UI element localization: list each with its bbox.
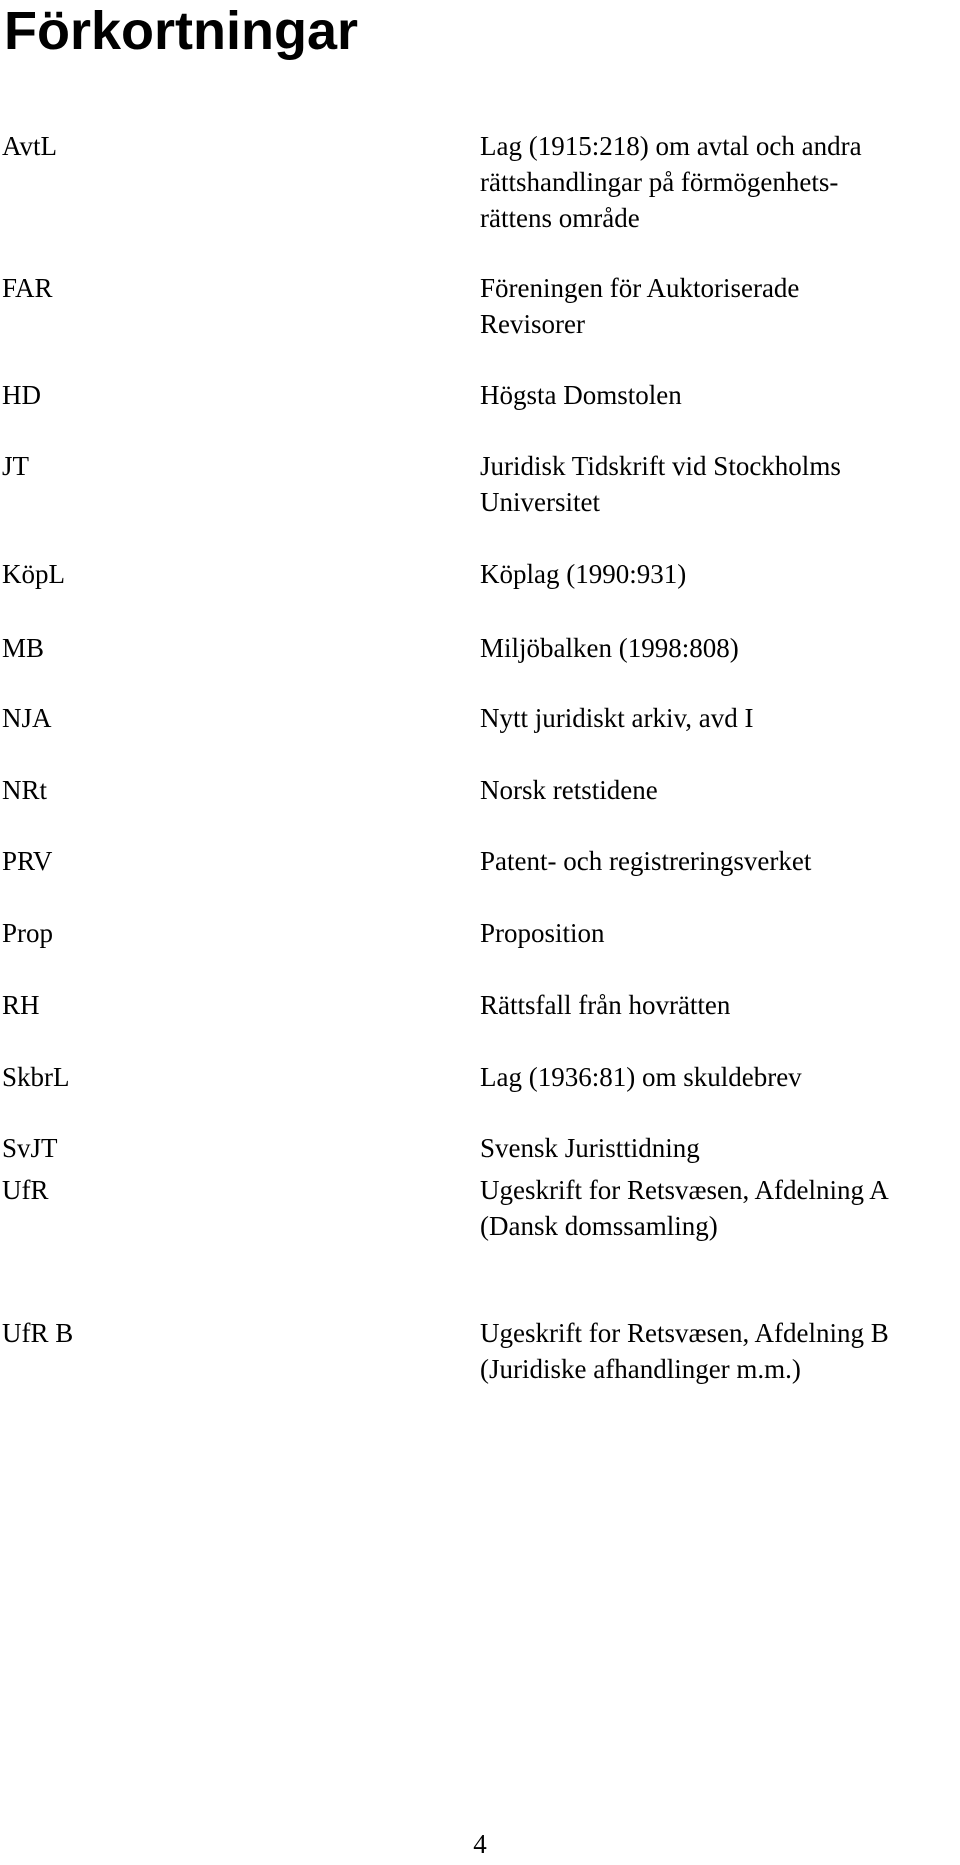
definition-line: Proposition xyxy=(480,918,605,948)
abbreviation-term: KöpL xyxy=(2,559,65,589)
definition-line: Lag (1936:81) om skuldebrev xyxy=(480,1062,802,1092)
definition-line: Svensk Juristtidning xyxy=(480,1133,700,1163)
abbreviation-term: SvJT xyxy=(2,1133,58,1163)
abbreviation-term: PRV xyxy=(2,846,53,876)
abbreviation-term: NRt xyxy=(2,775,48,805)
abbreviation-term: NJA xyxy=(2,703,52,733)
definition-line: rättens område xyxy=(480,203,640,233)
abbreviation-term: FAR xyxy=(2,273,53,303)
definition-line: Revisorer xyxy=(480,309,585,339)
page-title: Förkortningar xyxy=(4,1,359,61)
abbreviation-term: RH xyxy=(2,990,40,1020)
definition-line: (Dansk domssamling) xyxy=(480,1211,718,1241)
definition-line: Rättsfall från hovrätten xyxy=(480,990,731,1020)
abbreviation-term: MB xyxy=(2,633,45,663)
abbreviation-term: SkbrL xyxy=(2,1062,70,1092)
definition-line: Ugeskrift for Retsvæsen, Afdelning B xyxy=(480,1318,889,1348)
definition-line: Nytt juridiskt arkiv, avd I xyxy=(480,703,754,733)
definition-line: rättshandlingar på förmögenhets- xyxy=(480,167,839,197)
page-number: 4 xyxy=(473,1829,487,1859)
definition-line: Föreningen för Auktoriserade xyxy=(480,273,800,303)
abbreviation-term: UfR B xyxy=(2,1318,74,1348)
definition-line: Lag (1915:218) om avtal och andra xyxy=(480,131,862,161)
definition-line: (Juridiske afhandlinger m.m.) xyxy=(480,1354,801,1384)
definition-line: Norsk retstidene xyxy=(480,775,658,805)
abbreviation-term: AvtL xyxy=(2,131,57,161)
abbreviation-term: JT xyxy=(2,451,29,481)
definition-line: Ugeskrift for Retsvæsen, Afdelning A xyxy=(480,1175,889,1205)
definition-line: Patent- och registreringsverket xyxy=(480,846,812,876)
definition-line: Juridisk Tidskrift vid Stockholms xyxy=(480,451,841,481)
definition-line: Universitet xyxy=(480,487,600,517)
definition-line: Högsta Domstolen xyxy=(480,380,682,410)
abbreviation-term: UfR xyxy=(2,1175,49,1205)
definition-line: Köplag (1990:931) xyxy=(480,559,687,589)
abbreviation-term: HD xyxy=(2,380,41,410)
definition-line: Miljöbalken (1998:808) xyxy=(480,633,739,663)
abbreviation-term: Prop xyxy=(2,918,54,948)
